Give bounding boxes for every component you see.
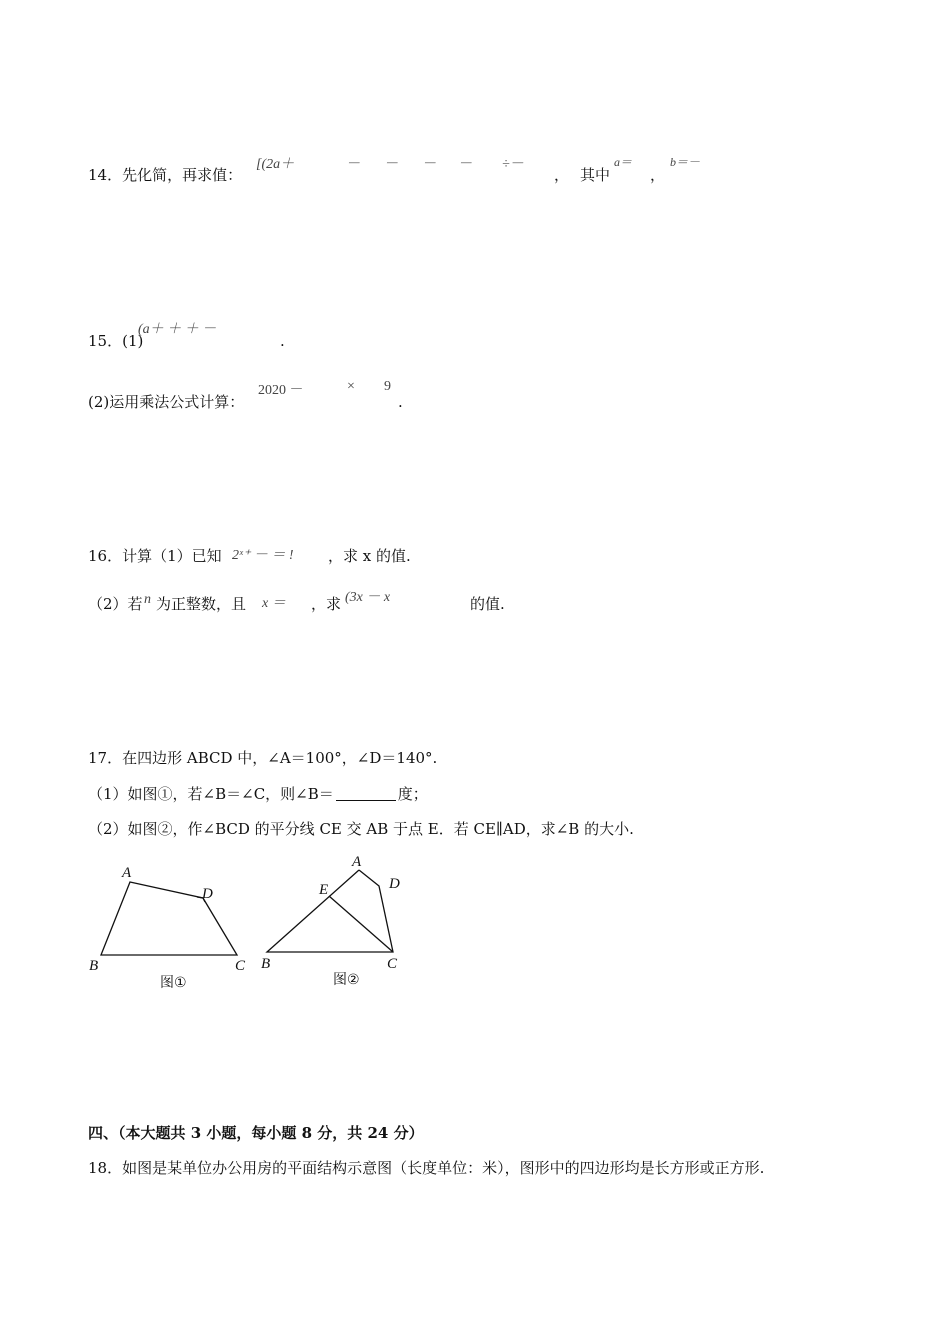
- fig2-label-b: B: [261, 956, 271, 972]
- fig2-label-c: C: [387, 956, 398, 972]
- q16-p2-tail: 的值.: [470, 595, 505, 613]
- q16-line1: [88, 546, 222, 566]
- q15-p2-label: (2)运用乘法公式计算：: [88, 393, 245, 411]
- q16-p2-expr2: (3x － x: [345, 590, 391, 605]
- q15-number: 15．: [88, 332, 123, 350]
- fig2-label-e: E: [319, 882, 329, 898]
- q14-b: b＝－: [670, 155, 701, 169]
- q14-expr-4: －: [458, 157, 472, 172]
- q15-p2-expr-b: ×: [347, 379, 355, 394]
- q15-p1-label: (1): [122, 332, 144, 350]
- q17-number: 17．: [88, 749, 123, 767]
- q15-p2-expr-c: 9: [384, 379, 391, 394]
- q14-text: 先化简，再求值：: [122, 166, 243, 184]
- fig2-label-d: D: [389, 876, 400, 892]
- figure-1: [85, 860, 255, 980]
- q16-p2-text-a: （2）若: [88, 595, 143, 613]
- section-4-title: 四、（本大题共 3 小题，每小题 8 分，共 24 分）: [88, 1124, 424, 1142]
- q16-p1-tail: ，求 x 的值.: [328, 547, 411, 565]
- q17-p2-line: [88, 819, 634, 839]
- q17-p1-b: 度；: [397, 785, 428, 803]
- q16-p2-expr: x ＝: [262, 596, 286, 611]
- q16-p2-text-c: ，求: [311, 595, 342, 613]
- q14-expr-1: －: [346, 157, 360, 172]
- q16-p2-text-b: 为正整数，且: [156, 595, 247, 613]
- fig1-label-b: B: [89, 958, 99, 974]
- q17-stem: 在四边形 ABCD 中，∠A＝100°，∠D＝140°.: [122, 749, 438, 767]
- q15-line2: [88, 392, 244, 412]
- q15-p1-end: .: [280, 332, 285, 350]
- fig2-label-a: A: [352, 854, 362, 870]
- q16-number: 16．: [88, 547, 123, 565]
- q17-answer-blank[interactable]: [336, 786, 396, 801]
- q15-p1-expr: (a＋ ＋ ＋ －: [138, 322, 217, 337]
- fig1-label-c: C: [235, 958, 246, 974]
- fig1-label-a: A: [122, 865, 132, 881]
- q14-comma1: ，: [554, 166, 570, 184]
- q14-comma2: ，: [650, 166, 666, 184]
- q14-where: 其中: [580, 166, 611, 184]
- q16-line2: [88, 594, 143, 614]
- q14-a: a＝: [614, 155, 633, 169]
- figure-2: [255, 848, 415, 973]
- q16-p1-text: 计算（1）已知: [122, 547, 222, 565]
- q17-p2: （2）如图②，作∠BCD 的平分线 CE 交 AB 于点 E．若 CE∥AD，求∠B 的大小.: [88, 820, 634, 838]
- q17-p1-a: （1）如图①，若∠B＝∠C，则∠B＝: [88, 785, 334, 803]
- fig1-label-d: D: [202, 886, 213, 902]
- q16-p2-n: n: [144, 592, 151, 607]
- q14-number: 14．: [88, 166, 123, 184]
- q14-line: [88, 165, 242, 185]
- q17-p1-line: [88, 784, 428, 804]
- q14-expr-3: －: [422, 157, 436, 172]
- q14-expr-5: ÷－: [502, 157, 524, 172]
- q14-expr-0: [(2a＋: [256, 157, 295, 172]
- fig1-caption: 图①: [160, 975, 187, 991]
- q14-expr-2: －: [384, 157, 398, 172]
- q17-stem-line: [88, 748, 437, 768]
- q18-number: 18．: [88, 1159, 123, 1177]
- q18-text: 如图是某单位办公用房的平面结构示意图（长度单位：米），图形中的四边形均是长方形或正方形.: [122, 1159, 765, 1177]
- q18-line: [88, 1158, 764, 1178]
- fig2-caption: 图②: [333, 972, 360, 988]
- q15-p2-expr-a: 2020 －: [258, 383, 304, 398]
- q16-p1-expr: 2ˣ⁺ － ＝ !: [232, 548, 294, 563]
- q15-p2-end: .: [398, 393, 403, 411]
- q15-line1: [88, 331, 143, 351]
